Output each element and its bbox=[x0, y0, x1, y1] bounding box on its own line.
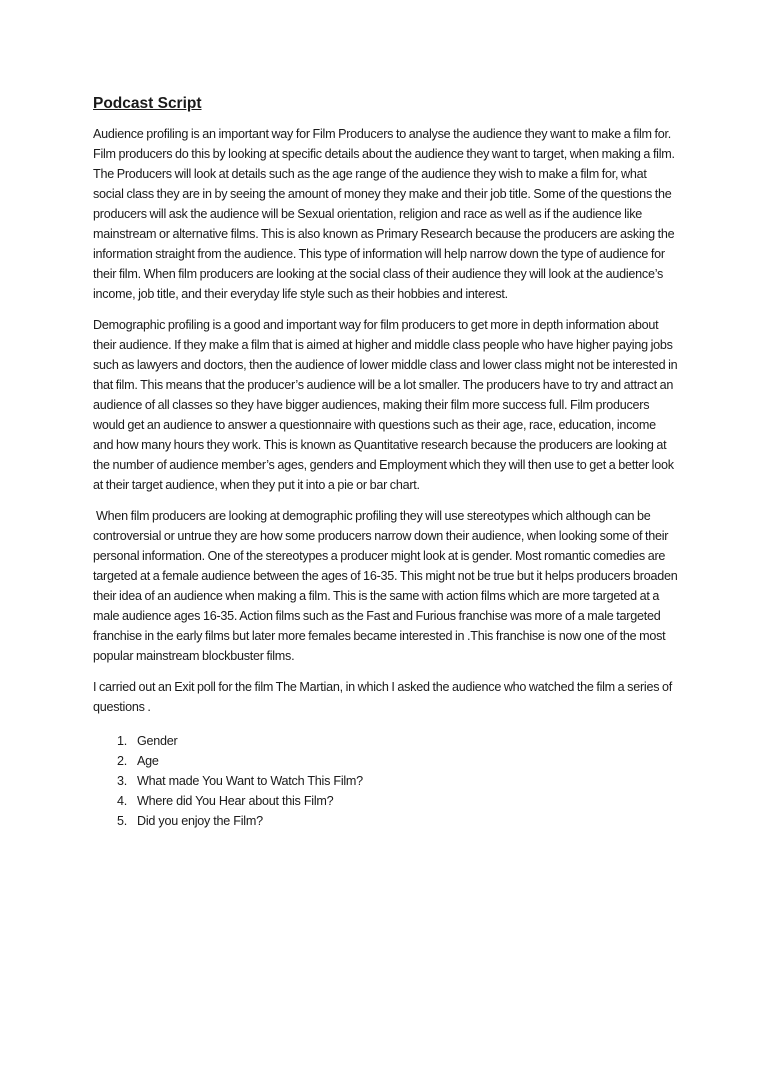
question-list bbox=[93, 731, 678, 831]
list-item bbox=[93, 731, 678, 751]
paragraph-audience-profiling: Audience profiling is an important way for Film Producers to analyse the audience they want to make a film for. Film producers do this by looking at specific details about the audience they want to target, when making a film. The Producers will look at details such as the age range of the audience they wish to make a film for, what social class they are in by seeing the amount of money they make and their job title. Some of the questions the producers will ask the audience will be Sexual orientation, religion and race as well as if the audience like mainstream or alternative films. This is also known as Primary Research because the producers are asking the information straight from the audience. This type of information will help narrow down the type of audience for their film. When film producers are looking at the social class of their audience they will look at the audience’s income, job title, and their everyday life style such as their hobbies and interest. bbox=[93, 127, 675, 301]
list-item-text: Where did You Hear about this Film? bbox=[137, 794, 334, 808]
paragraph-stereotypes: When film producers are looking at demographic profiling they will use stereotypes which although can be controversial or untrue they are how some producers narrow down their audience, when looking some of their personal information. One of the stereotypes a producer might look at is gender. Most romantic comedies are targeted at a female audience between the ages of 16-35. This might not be true but it helps producers broaden their idea of an audience when making a film. This is the same with action films which are more targeted at a male audience ages 16-35. Action films such as the Fast and Furious franchise was more of a male targeted franchise in the early films but later more females became interested in .This franchise is now one of the most popular mainstream blockbuster films. bbox=[93, 509, 678, 663]
list-item bbox=[93, 771, 678, 791]
list-item-number: 1. bbox=[116, 734, 127, 748]
paragraph-exit-poll: I carried out an Exit poll for the film The Martian, in which I asked the audience who watched the film a series of questions . bbox=[93, 680, 673, 714]
paragraph-demographic-profiling: Demographic profiling is a good and important way for film producers to get more in depth information about their audience. If they make a film that is aimed at higher and middle class people who have higher paying jobs such as lawyers and doctors, then the audience of lower middle class and lower class might not be interested in that film. This means that the producer’s audience will be a lot smaller. The producers have to try and attract an audience of all classes so they have bigger audiences, making their film more success full. Film producers would get an audience to answer a questionnaire with questions such as their age, race, education, income and how many hours they work. This is known as Quantitative research because the producers are looking at the number of audience member’s ages, genders and Employment which they will then use to get a better look at their target audience, when they put it into a pie or bar chart. bbox=[93, 318, 678, 492]
list-item-number: 5. bbox=[116, 814, 127, 828]
list-item bbox=[93, 791, 678, 811]
list-item bbox=[93, 751, 678, 771]
list-item-text: Did you enjoy the Film? bbox=[137, 814, 263, 828]
list-item-text: Age bbox=[137, 754, 159, 768]
page-title: Podcast Script bbox=[93, 95, 202, 112]
list-item-number: 3. bbox=[116, 774, 127, 788]
list-item-number: 2. bbox=[116, 754, 127, 768]
list-item-text: Gender bbox=[137, 734, 178, 748]
list-item-number: 4. bbox=[116, 794, 127, 808]
list-item-text: What made You Want to Watch This Film? bbox=[137, 774, 363, 788]
list-item bbox=[93, 811, 678, 831]
